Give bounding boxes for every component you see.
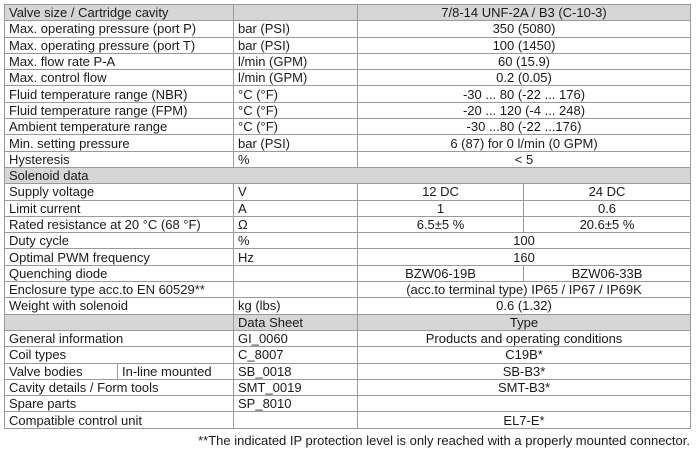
- param-label: Rated resistance at 20 °C (68 °F): [5, 216, 234, 232]
- value-12v: BZW06-19B: [358, 265, 524, 281]
- section-header-row: [5, 167, 691, 183]
- table-row: [5, 298, 691, 314]
- type-cell: C19B*: [358, 347, 691, 363]
- table-row: [5, 216, 691, 232]
- value-cell: 0.6 (1.32): [358, 298, 691, 314]
- value-12v: 12 DC: [358, 184, 524, 200]
- unit-label: bar (PSI): [234, 37, 358, 53]
- unit-label: l/min (GPM): [234, 70, 358, 86]
- table-row: [5, 412, 691, 428]
- footnote: **The indicated IP protection level is only reached with a properly mounted connector.: [198, 433, 690, 448]
- param-label: Max. operating pressure (port T): [5, 37, 234, 53]
- value-cell: 7/8-14 UNF-2A / B3 (C-10-3): [358, 5, 691, 21]
- unit-label: bar (PSI): [234, 135, 358, 151]
- type-cell: [358, 396, 691, 412]
- datasheet-code: [234, 412, 358, 428]
- param-label: Valve size / Cartridge cavity: [5, 5, 234, 21]
- value-cell: < 5: [358, 151, 691, 167]
- param-label: Fluid temperature range (FPM): [5, 102, 234, 118]
- table-row: [5, 135, 691, 151]
- datasheet-code: C_8007: [234, 347, 358, 363]
- unit-label: bar (PSI): [234, 21, 358, 37]
- value-24v: BZW06-33B: [524, 265, 691, 281]
- table-row: [5, 347, 691, 363]
- type-cell: SB-B3*: [358, 363, 691, 379]
- table-row: [5, 102, 691, 118]
- valve-bodies-cell: [5, 363, 234, 379]
- value-cell: 100 (1450): [358, 37, 691, 53]
- param-label: Fluid temperature range (NBR): [5, 86, 234, 102]
- spec-table: [4, 4, 691, 429]
- value-cell: 60 (15.9): [358, 53, 691, 69]
- solenoid-section-title: Solenoid data: [5, 167, 691, 183]
- table-row: [5, 363, 691, 379]
- unit-label: [234, 282, 358, 298]
- param-label: Spare parts: [5, 396, 234, 412]
- value-cell: -30 ... 80 (-22 ... 176): [358, 86, 691, 102]
- unit-label: [234, 265, 358, 281]
- table-row: [5, 70, 691, 86]
- param-label: Duty cycle: [5, 233, 234, 249]
- info-header-row: [5, 314, 691, 330]
- unit-label: A: [234, 200, 358, 216]
- unit-label: °C (°F): [234, 102, 358, 118]
- value-cell: 6 (87) for 0 l/min (0 GPM): [358, 135, 691, 151]
- table-row: [5, 86, 691, 102]
- table-row: [5, 21, 691, 37]
- param-label: General information: [5, 330, 234, 346]
- table-row: [5, 379, 691, 395]
- param-label: Max. flow rate P-A: [5, 53, 234, 69]
- value-12v: 6.5±5 %: [358, 216, 524, 232]
- unit-label: °C (°F): [234, 86, 358, 102]
- param-label: Supply voltage: [5, 184, 234, 200]
- param-label: Cavity details / Form tools: [5, 379, 234, 395]
- table-row: [5, 330, 691, 346]
- table-row: [5, 282, 691, 298]
- unit-label: Ω: [234, 216, 358, 232]
- param-sub-label: In-line mounted: [122, 363, 212, 379]
- param-label: Coil types: [5, 347, 234, 363]
- param-label: Hysteresis: [5, 151, 234, 167]
- param-label: Compatible control unit: [5, 412, 234, 428]
- param-label: Optimal PWM frequency: [5, 249, 234, 265]
- param-label: Valve bodies: [5, 364, 118, 379]
- table-row: [5, 265, 691, 281]
- value-cell: -30 ...80 (-22 ...176): [358, 119, 691, 135]
- param-label: Min. setting pressure: [5, 135, 234, 151]
- unit-label: °C (°F): [234, 119, 358, 135]
- datasheet-code: SMT_0019: [234, 379, 358, 395]
- value-24v: 24 DC: [524, 184, 691, 200]
- value-cell: 100: [358, 233, 691, 249]
- param-label: Limit current: [5, 200, 234, 216]
- param-label: Weight with solenoid: [5, 298, 234, 314]
- type-cell: SMT-B3*: [358, 379, 691, 395]
- table-row: [5, 151, 691, 167]
- table-row: [5, 53, 691, 69]
- table-row: [5, 119, 691, 135]
- datasheet-code: SP_8010: [234, 396, 358, 412]
- type-cell: Products and operating conditions: [358, 330, 691, 346]
- param-label: Quenching diode: [5, 265, 234, 281]
- table-row: [5, 396, 691, 412]
- type-cell: EL7-E*: [358, 412, 691, 428]
- datasheet-code: SB_0018: [234, 363, 358, 379]
- unit-label: [234, 5, 358, 21]
- unit-label: %: [234, 151, 358, 167]
- blank-header-cell: [5, 314, 234, 330]
- value-24v: 0.6: [524, 200, 691, 216]
- table-row: [5, 200, 691, 216]
- unit-label: Hz: [234, 249, 358, 265]
- param-label: Max. control flow: [5, 70, 234, 86]
- param-label: Max. operating pressure (port P): [5, 21, 234, 37]
- table-row: [5, 184, 691, 200]
- table-row: [5, 5, 691, 21]
- table-row: [5, 249, 691, 265]
- table-row: [5, 37, 691, 53]
- type-column-header: Type: [358, 314, 691, 330]
- value-12v: 1: [358, 200, 524, 216]
- param-label: Enclosure type acc.to EN 60529**: [5, 282, 234, 298]
- param-label: Ambient temperature range: [5, 119, 234, 135]
- value-cell: -20 ... 120 (-4 ... 248): [358, 102, 691, 118]
- datasheet-column-header: Data Sheet: [234, 314, 358, 330]
- value-cell: 160: [358, 249, 691, 265]
- value-24v: 20.6±5 %: [524, 216, 691, 232]
- value-cell: 350 (5080): [358, 21, 691, 37]
- value-cell: (acc.to terminal type) IP65 / IP67 / IP69K: [358, 282, 691, 298]
- value-cell: 0.2 (0.05): [358, 70, 691, 86]
- datasheet-code: GI_0060: [234, 330, 358, 346]
- unit-label: l/min (GPM): [234, 53, 358, 69]
- table-row: [5, 233, 691, 249]
- unit-label: %: [234, 233, 358, 249]
- unit-label: V: [234, 184, 358, 200]
- unit-label: kg (lbs): [234, 298, 358, 314]
